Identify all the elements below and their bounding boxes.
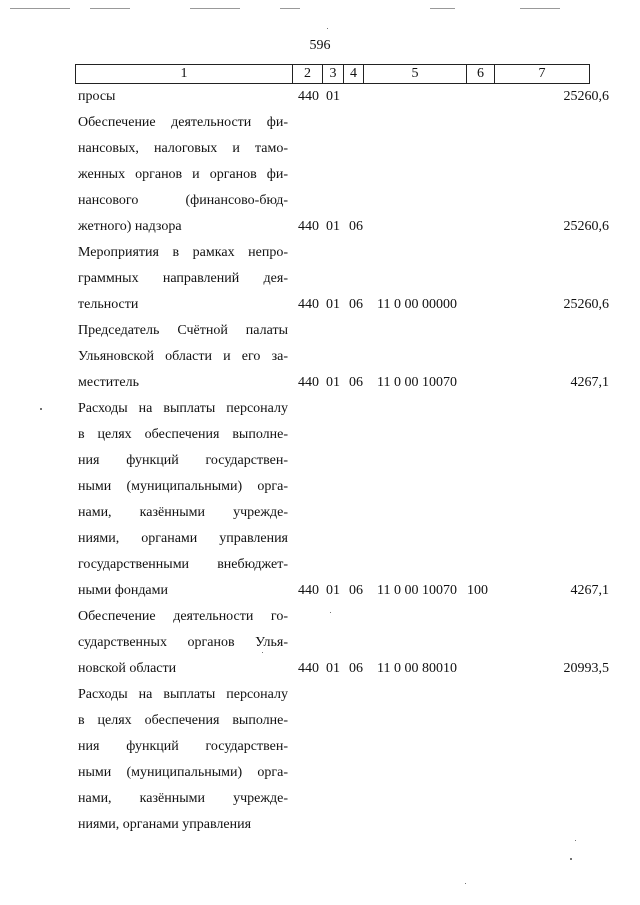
- code-gr: 440: [298, 583, 319, 598]
- header-cell-3: 3: [323, 65, 344, 83]
- row-text-line: нами, казёнными учрежде-: [78, 505, 288, 520]
- row-text-line: просы: [78, 89, 116, 104]
- row-text-line: новской области: [78, 661, 177, 676]
- code-rz: 01: [326, 661, 340, 676]
- row-text-line: Мероприятия в рамках непро-: [78, 245, 288, 260]
- code-vr: 100: [467, 583, 488, 598]
- row-text-line: ниями, органами управления: [78, 817, 252, 832]
- code-rz: 01: [326, 583, 340, 598]
- header-cell-5: 5: [364, 65, 467, 83]
- row-text-line: меститель: [78, 375, 139, 390]
- code-pr: 06: [349, 375, 363, 390]
- row-text-line: Ульяновской области и его за-: [78, 349, 288, 364]
- row-text-line: женных органов и органов фи-: [78, 167, 288, 182]
- amount: 25260,6: [563, 89, 609, 104]
- code-pr: 06: [349, 583, 363, 598]
- page-number: 596: [309, 38, 331, 53]
- code-rz: 01: [326, 219, 340, 234]
- row-text-line: нансовых, налоговых и тамо-: [78, 141, 288, 156]
- code-csr: 11 0 00 00000: [377, 297, 457, 312]
- code-pr: 06: [349, 661, 363, 676]
- row-text-line: ными фондами: [78, 583, 169, 598]
- row-text-line: ния функций государствен-: [78, 453, 288, 468]
- row-text-line: государственными внебюджет-: [78, 557, 288, 572]
- row-text-line: Обеспечение деятельности го-: [78, 609, 288, 624]
- code-rz: 01: [326, 375, 340, 390]
- row-text-line: граммных направлений дея-: [78, 271, 288, 286]
- row-text-line: Председатель Счётной палаты: [78, 323, 288, 338]
- row-text-line: нами, казёнными учрежде-: [78, 791, 288, 806]
- code-gr: 440: [298, 219, 319, 234]
- row-text-line: Обеспечение деятельности фи-: [78, 115, 288, 130]
- row-text-line: ными (муниципальными) орга-: [78, 479, 288, 494]
- row-text-line: ния функций государствен-: [78, 739, 288, 754]
- row-text-line: в целях обеспечения выполне-: [78, 427, 288, 442]
- code-rz: 01: [326, 297, 340, 312]
- amount: 4267,1: [570, 375, 609, 390]
- code-gr: 440: [298, 297, 319, 312]
- row-text-line: сударственных органов Улья-: [78, 635, 288, 650]
- code-gr: 440: [298, 375, 319, 390]
- row-text-line: тельности: [78, 297, 139, 312]
- code-gr: 440: [298, 661, 319, 676]
- code-rz: 01: [326, 89, 340, 104]
- header-cell-2: 2: [293, 65, 323, 83]
- row-text-line: ными (муниципальными) орга-: [78, 765, 288, 780]
- row-text-line: Расходы на выплаты персоналу: [78, 687, 288, 702]
- header-cell-4: 4: [344, 65, 364, 83]
- row-text-line: Расходы на выплаты персоналу: [78, 401, 288, 416]
- row-text-line: в целях обеспечения выполне-: [78, 713, 288, 728]
- code-csr: 11 0 00 10070: [377, 375, 457, 390]
- code-csr: 11 0 00 80010: [377, 661, 457, 676]
- header-cell-6: 6: [467, 65, 495, 83]
- row-text-line: жетного) надзора: [78, 219, 182, 234]
- amount: 25260,6: [563, 297, 609, 312]
- code-pr: 06: [349, 219, 363, 234]
- amount: 25260,6: [563, 219, 609, 234]
- table-header-row: [75, 64, 590, 84]
- header-cell-7: 7: [538, 66, 546, 81]
- code-gr: 440: [298, 89, 319, 104]
- amount: 4267,1: [570, 583, 609, 598]
- code-pr: 06: [349, 297, 363, 312]
- row-text-line: ниями, органами управления: [78, 531, 288, 546]
- header-cell-1: 1: [76, 65, 293, 83]
- code-csr: 11 0 00 10070: [377, 583, 457, 598]
- amount: 20993,5: [563, 661, 609, 676]
- row-text-line: нансового (финансово-бюд-: [78, 193, 288, 208]
